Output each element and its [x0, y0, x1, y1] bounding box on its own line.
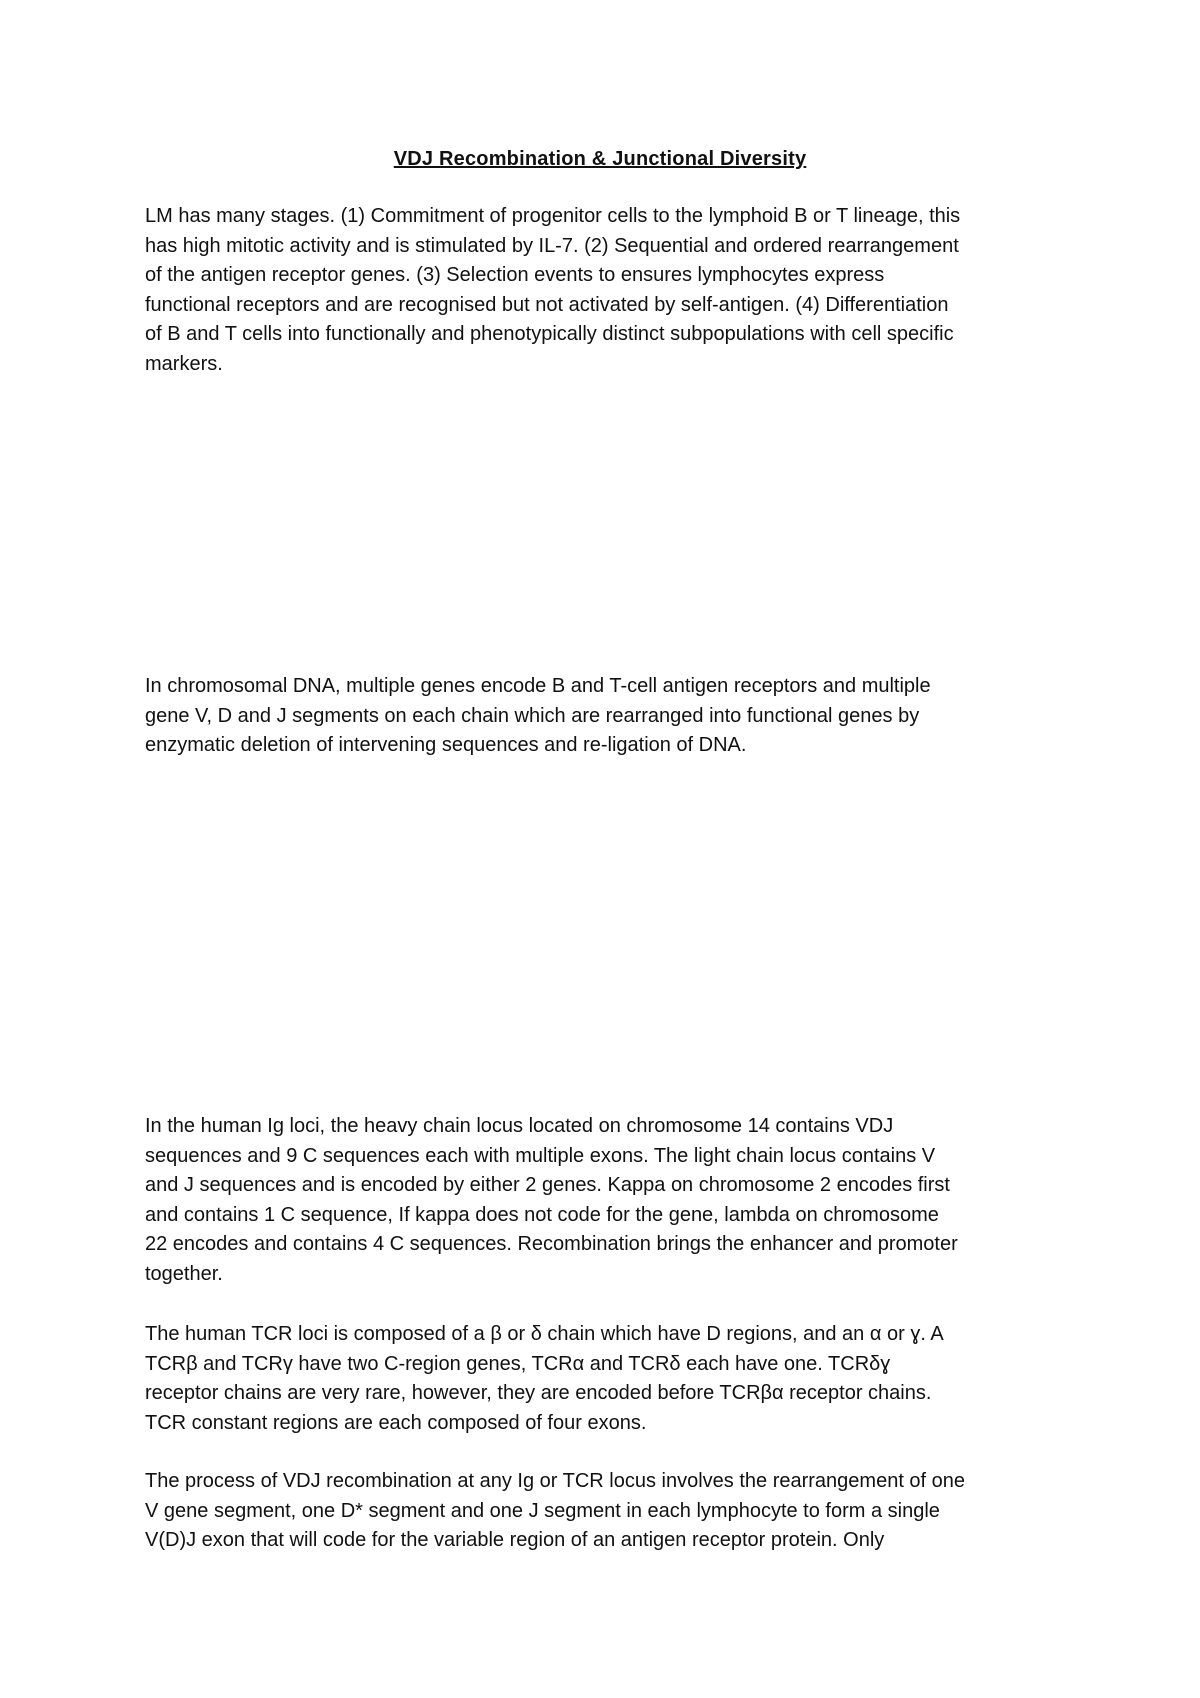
paragraph-human-ig-loci: In the human Ig loci, the heavy chain locus located on chromosome 14 contains VDJ sequences and 9 C sequences each with multiple exons. The light chain locus contains V and J sequences and is encoded by either 2 genes. Kappa on chromosome 2 encodes first and contains 1 C sequence, If kappa does not code for the gene, lambda on chromosome 22 encodes and contains 4 C sequences. Recombination brings the enhancer and promoter together. [145, 1115, 958, 1285]
paragraph-human-tcr-loci: The human TCR loci is composed of a β or δ chain which have D regions, and an α or ɣ. A TCRβ and TCRγ have two C-region genes, TCRα and TCRδ each have one. TCRδɣ receptor chains are very rare, however, they are encoded before TCRβα receptor chains. TCR constant regions are each composed of four exons. [145, 1323, 944, 1434]
paragraph-lymphocyte-maturation-stages: LM has many stages. (1) Commitment of progenitor cells to the lymphoid B or T lineage, this has high mitotic activity and is stimulated by IL-7. (2) Sequential and ordered rearrangement of the antigen receptor genes. (3) Selection events to ensures lymphocytes express functional receptors and are recognised but not activated by self-antigen. (4) Differentiation of B and T cells into functionally and phenotypically distinct subpopulations with cell specific markers. [145, 205, 961, 375]
paragraph-vdj-recombination-process: The process of VDJ recombination at any Ig or TCR locus involves the rearrangement of one V gene segment, one D* segment and one J segment in each lymphocyte to form a single V(D)J exon that will code for the variable region of an antigen receptor protein. Only [145, 1470, 966, 1551]
paragraph-chromosomal-dna: In chromosomal DNA, multiple genes encode B and T-cell antigen receptors and multiple gene V, D and J segments on each chain which are rearranged into functional genes by enzymatic deletion of intervening sequences and re-ligation of DNA. [145, 675, 931, 756]
document-title: VDJ Recombination & Junctional Diversity [393, 148, 807, 170]
